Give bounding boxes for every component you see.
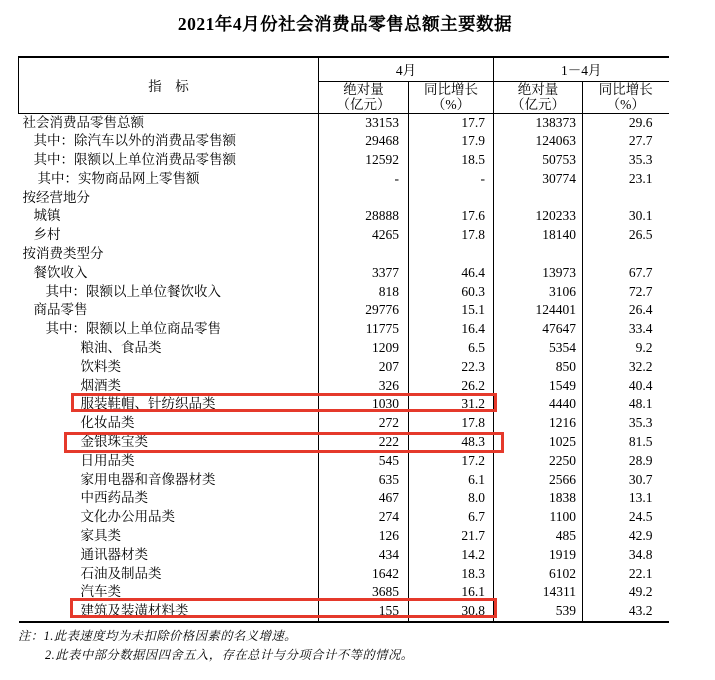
- value-cell: 485: [494, 527, 583, 546]
- indicator-cell: 汽车类: [19, 583, 319, 602]
- indicator-cell: 其中：实物商品网上零售额: [19, 170, 319, 189]
- value-cell: 26.4: [628, 302, 653, 318]
- value-cell: 2566: [494, 471, 583, 490]
- value-cell: 35.3: [628, 152, 653, 168]
- table-row: [19, 264, 669, 283]
- value-cell: 6.1: [409, 471, 494, 490]
- value-cell: 5354: [494, 339, 583, 358]
- value-cell: 26.5: [628, 227, 653, 243]
- table-row: [19, 395, 669, 414]
- value-cell: 4265: [319, 226, 409, 245]
- value-cell: 3377: [319, 264, 409, 283]
- table-row: [19, 433, 669, 452]
- value-cell: -: [409, 170, 494, 189]
- value-cell: [319, 189, 409, 208]
- col-header-april-absolute: 绝对量 （亿元）: [319, 81, 409, 113]
- value-cell: 32.2: [628, 358, 653, 374]
- indicator-cell: 金银珠宝类: [19, 433, 319, 452]
- value-cell: 33153: [319, 113, 409, 132]
- value-cell: 18140: [494, 226, 583, 245]
- indicator-cell: 其中：除汽车以外的消费品零售额: [19, 132, 319, 151]
- value-cell: 1642: [319, 565, 409, 584]
- value-cell: 22.1: [628, 565, 653, 581]
- value-cell: 635: [319, 471, 409, 490]
- value-cell: 1919: [494, 546, 583, 565]
- value-cell: 17.8: [409, 414, 494, 433]
- table-row: [19, 414, 669, 433]
- value-cell: 30.8: [409, 602, 494, 622]
- table-row: [19, 283, 669, 302]
- indicator-cell: 社会消费品零售总额: [19, 113, 319, 132]
- value-cell: 126: [319, 527, 409, 546]
- value-cell: 120233: [494, 207, 583, 226]
- table-note-1: 注：1.此表速度均为未扣除价格因素的名义增速。: [18, 629, 297, 643]
- col-header-jan-april: 1－4月: [494, 57, 669, 81]
- note-prefix: 注：: [18, 629, 44, 643]
- value-cell: 42.9: [628, 528, 653, 544]
- indicator-cell: 按经营地分: [19, 189, 319, 208]
- value-cell: 29.6: [628, 114, 653, 130]
- value-cell: 4440: [494, 395, 583, 414]
- col-header-april-growth: 同比增长 （%）: [409, 81, 494, 113]
- value-cell: 48.3: [409, 433, 494, 452]
- value-cell: 67.7: [628, 264, 653, 280]
- table-row: [19, 320, 669, 339]
- value-cell: 6.7: [409, 508, 494, 527]
- value-cell: 9.2: [635, 340, 653, 356]
- value-cell: 43.2: [628, 603, 653, 619]
- value-cell: 2250: [494, 452, 583, 471]
- indicator-cell: 商品零售: [19, 301, 319, 320]
- value-cell: 30774: [494, 170, 583, 189]
- value-cell: 1216: [494, 414, 583, 433]
- value-cell: 28888: [319, 207, 409, 226]
- value-cell: 3685: [319, 583, 409, 602]
- indicator-cell: 家具类: [19, 527, 319, 546]
- value-cell: 17.2: [409, 452, 494, 471]
- value-cell: 27.7: [628, 133, 653, 149]
- value-cell: 18.3: [409, 565, 494, 584]
- table-row: [19, 358, 669, 377]
- value-cell: 1030: [319, 395, 409, 414]
- indicator-cell: 文化办公用品类: [19, 508, 319, 527]
- value-cell: 138373: [494, 113, 583, 132]
- value-cell: 35.3: [628, 415, 653, 431]
- value-cell: 17.8: [409, 226, 494, 245]
- value-cell: 14311: [494, 583, 583, 602]
- value-cell: 81.5: [628, 434, 653, 450]
- indicator-cell: 中西药品类: [19, 489, 319, 508]
- value-cell: 272: [319, 414, 409, 433]
- value-cell: 15.1: [409, 301, 494, 320]
- value-cell: [409, 245, 494, 264]
- value-cell: 222: [319, 433, 409, 452]
- value-cell: -: [319, 170, 409, 189]
- value-cell: 33.4: [628, 321, 653, 337]
- value-cell: 13.1: [628, 490, 653, 506]
- value-cell: 818: [319, 283, 409, 302]
- value-cell: 17.9: [409, 132, 494, 151]
- indicator-cell: 石油及制品类: [19, 565, 319, 584]
- value-cell: 1025: [494, 433, 583, 452]
- table-row: [19, 583, 669, 602]
- value-cell: 60.3: [409, 283, 494, 302]
- table-row: [19, 301, 669, 320]
- value-cell: 72.7: [628, 283, 653, 299]
- value-cell: [583, 189, 669, 208]
- table-row: [19, 527, 669, 546]
- value-cell: 29468: [319, 132, 409, 151]
- value-cell: 467: [319, 489, 409, 508]
- table-row: [19, 226, 669, 245]
- value-cell: 31.2: [409, 395, 494, 414]
- indicator-cell: 乡村: [19, 226, 319, 245]
- value-cell: 124063: [494, 132, 583, 151]
- value-cell: 326: [319, 377, 409, 396]
- table-row: [19, 377, 669, 396]
- value-cell: 124401: [494, 301, 583, 320]
- value-cell: 22.3: [409, 358, 494, 377]
- value-cell: 18.5: [409, 151, 494, 170]
- value-cell: [583, 245, 669, 264]
- value-cell: 3106: [494, 283, 583, 302]
- indicator-cell: 按消费类型分: [19, 245, 319, 264]
- table-row: [19, 170, 669, 189]
- value-cell: 48.1: [628, 396, 653, 412]
- table-row: [19, 471, 669, 490]
- value-cell: 47647: [494, 320, 583, 339]
- value-cell: [494, 245, 583, 264]
- value-cell: 6102: [494, 565, 583, 584]
- value-cell: 23.1: [628, 170, 653, 186]
- value-cell: 30.7: [628, 471, 653, 487]
- retail-data-table: [18, 56, 669, 623]
- value-cell: 14.2: [409, 546, 494, 565]
- col-header-april: 4月: [319, 57, 494, 81]
- indicator-cell: 餐饮收入: [19, 264, 319, 283]
- value-cell: 1838: [494, 489, 583, 508]
- value-cell: 34.8: [628, 546, 653, 562]
- value-cell: 40.4: [628, 377, 653, 393]
- page-title: 2021年4月份社会消费品零售总额主要数据: [177, 14, 513, 34]
- indicator-cell: 其中：限额以上单位消费品零售额: [19, 151, 319, 170]
- retail-table-container: [18, 56, 668, 623]
- value-cell: 11775: [319, 320, 409, 339]
- value-cell: 12592: [319, 151, 409, 170]
- indicator-cell: 其中：限额以上单位餐饮收入: [19, 283, 319, 302]
- table-body: [19, 113, 669, 622]
- table-row: [19, 489, 669, 508]
- value-cell: 6.5: [409, 339, 494, 358]
- value-cell: 1549: [494, 377, 583, 396]
- value-cell: 850: [494, 358, 583, 377]
- header-row-groups: [19, 57, 669, 81]
- value-cell: 434: [319, 546, 409, 565]
- value-cell: 8.0: [409, 489, 494, 508]
- col-header-jan-april-absolute: 绝对量 （亿元）: [494, 81, 583, 113]
- table-row: [19, 113, 669, 132]
- indicator-cell: 通讯器材类: [19, 546, 319, 565]
- table-note-2: 2.此表中部分数据因四舍五入，存在总计与分项合计不等的情况。: [45, 647, 414, 662]
- value-cell: 1100: [494, 508, 583, 527]
- table-row: [19, 452, 669, 471]
- value-cell: 17.6: [409, 207, 494, 226]
- table-row: [19, 546, 669, 565]
- indicator-cell: 其中：限额以上单位商品零售: [19, 320, 319, 339]
- value-cell: 1209: [319, 339, 409, 358]
- value-cell: 49.2: [628, 584, 653, 600]
- indicator-cell: 烟酒类: [19, 377, 319, 396]
- value-cell: 50753: [494, 151, 583, 170]
- table-row: [19, 339, 669, 358]
- indicator-cell: 化妆品类: [19, 414, 319, 433]
- value-cell: 46.4: [409, 264, 494, 283]
- indicator-cell: 城镇: [19, 207, 319, 226]
- indicator-cell: 日用品类: [19, 452, 319, 471]
- table-row: [19, 508, 669, 527]
- value-cell: 24.5: [628, 509, 653, 525]
- value-cell: 29776: [319, 301, 409, 320]
- indicator-cell: 家用电器和音像器材类: [19, 471, 319, 490]
- col-header-indicator: 指 标: [19, 57, 319, 113]
- table-row: [19, 151, 669, 170]
- value-cell: 155: [319, 602, 409, 622]
- indicator-cell: 粮油、食品类: [19, 339, 319, 358]
- value-cell: 17.7: [409, 113, 494, 132]
- table-row: [19, 132, 669, 151]
- value-cell: 539: [494, 602, 583, 622]
- value-cell: 16.4: [409, 320, 494, 339]
- value-cell: 30.1: [628, 208, 653, 224]
- indicator-cell: 服装鞋帽、针纺织品类: [19, 395, 319, 414]
- col-header-jan-april-growth: 同比增长 （%）: [583, 81, 669, 113]
- table-notes: [18, 627, 414, 664]
- value-cell: 13973: [494, 264, 583, 283]
- value-cell: 545: [319, 452, 409, 471]
- value-cell: [319, 245, 409, 264]
- value-cell: 26.2: [409, 377, 494, 396]
- value-cell: [494, 189, 583, 208]
- value-cell: [409, 189, 494, 208]
- value-cell: 21.7: [409, 527, 494, 546]
- table-row: [19, 565, 669, 584]
- value-cell: 274: [319, 508, 409, 527]
- table-row: [19, 602, 669, 622]
- value-cell: 16.1: [409, 583, 494, 602]
- table-row: [19, 189, 669, 208]
- indicator-cell: 饮料类: [19, 358, 319, 377]
- table-row: [19, 207, 669, 226]
- value-cell: 28.9: [628, 452, 653, 468]
- value-cell: 207: [319, 358, 409, 377]
- table-row: [19, 245, 669, 264]
- indicator-cell: 建筑及装潢材料类: [19, 602, 319, 622]
